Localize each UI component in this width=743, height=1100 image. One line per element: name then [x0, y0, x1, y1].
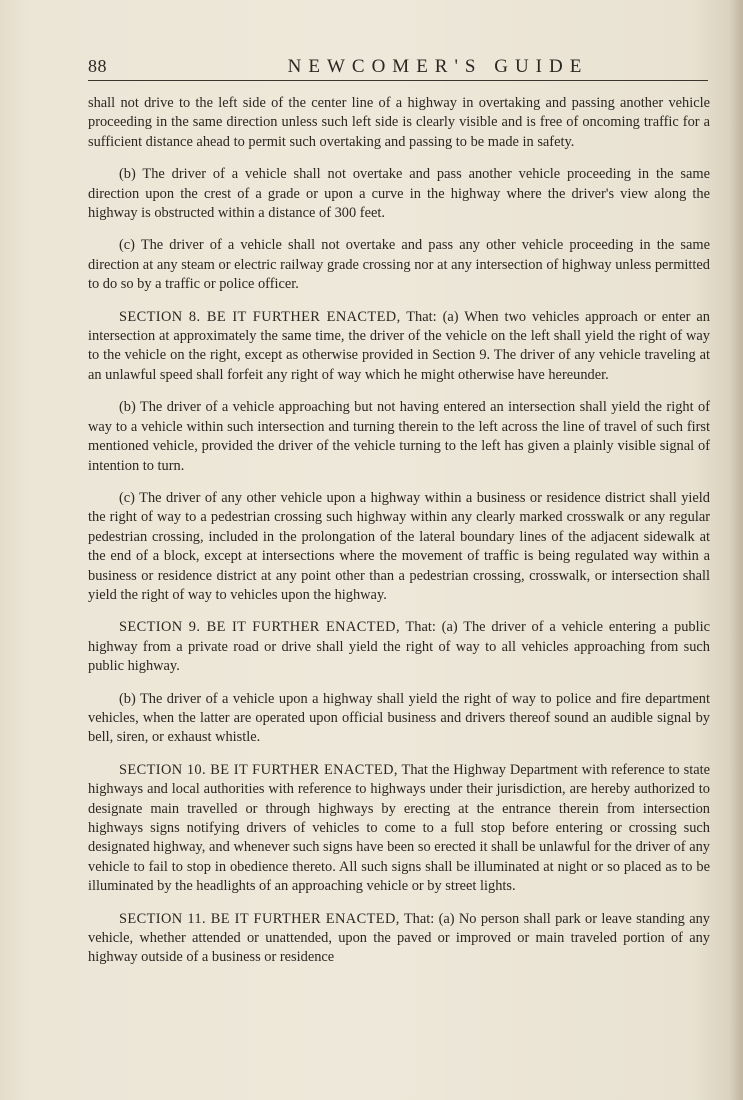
section-paragraph	[88, 761, 710, 897]
paragraph-text: (c) The driver of any other vehicle upon a highway within a business or residence district shall yield the right of way to a pedestrian crossing such highway within any clearly marked crosswalk or any regular pedestrian crossing, included in the prolongation of the lateral boundary lines of the adjacent sidewalk at the end of a block, except at intersections where the movement of traffic is being regulated way within a business or residence district at any point other than a pedestrian crossing, crosswalk, or intersection shall yield the right of way to vehicles upon the highway.	[88, 489, 710, 603]
page-header	[88, 56, 708, 80]
paragraph-text: shall not drive to the left side of the center line of a highway in overtaking and passing another vehicle proceeding in the same direction unless such left side is clearly visible and is free of oncoming traffic for a sufficient distance ahead to permit such overtaking and passing to be made in safety.	[88, 95, 710, 150]
paragraph	[88, 690, 710, 748]
section-heading: SECTION 8. BE IT FURTHER ENACTED,	[119, 308, 401, 325]
header-rule	[88, 80, 708, 81]
section-heading: SECTION 9. BE IT FURTHER ENACTED,	[119, 619, 400, 636]
page-edge-shadow	[729, 0, 743, 1100]
paragraph	[88, 398, 710, 476]
paragraph-text: That: (a) No person shall park or leave standing any vehicle, whether attended or unattended, upon the paved or improved or main traveled portion of any highway outside of a business or residence	[88, 910, 710, 966]
section-paragraph	[88, 308, 710, 386]
page-number: 88	[88, 56, 107, 76]
running-title: NEWCOMER'S GUIDE	[287, 56, 589, 77]
paragraph-text: (b) The driver of a vehicle upon a highway shall yield the right of way to police and fire department vehicles, when the latter are operated upon official business and drivers thereof sound an audible signal by bell, siren, or exhaust whistle.	[88, 690, 710, 746]
paragraph	[88, 489, 710, 605]
paragraph-text: (b) The driver of a vehicle approaching but not having entered an intersection shall yield the right of way to a vehicle within such intersection and turning therein to the left across the line of travel of such first mentioned vehicle, provided the driver of the vehicle turning to the left has given a plainly visible signal of intention to turn.	[88, 399, 710, 474]
paragraph-text: (c) The driver of a vehicle shall not overtake and pass any other vehicle proceeding in the same direction at any steam or electric railway grade crossing nor at any intersection of highway unless permitted to do so by a traffic or police officer.	[88, 237, 710, 293]
paragraph-text: That: (a) When two vehicles approach or enter an intersection at approximately the same time, the driver of the vehicle on the left shall yield the right of way to the vehicle on the right, except as otherwise provided in Section 9. The driver of any vehicle traveling at an unlawful speed shall forfeit any right of way which he might otherwise have hereunder.	[88, 308, 710, 383]
body-text	[88, 94, 710, 981]
paragraph	[88, 236, 710, 294]
section-heading: SECTION 10. BE IT FURTHER ENACTED,	[119, 761, 398, 778]
paragraph-text: That the Highway Department with reference to state highways and local authorities with reference to highways under their jurisdiction, are hereby authorized to designate main travelled or through highways by erecting at the entrance therein from intersection highways signs notifying drivers of vehicles to come to a full stop before entering or crossing such designated highway, and whenever such signs have been so erected it shall be unlawful for the driver of any vehicle to fail to stop in obedience thereto. All such signs shall be illuminated at night or so placed as to be illuminated by the headlights of an approaching vehicle or by street lights.	[88, 761, 710, 895]
paragraph	[88, 165, 710, 223]
paragraph-text: (b) The driver of a vehicle shall not overtake and pass another vehicle proceeding in the same direction upon the crest of a grade or upon a curve in the highway where the driver's view along the highway is obstructed within a distance of 300 feet.	[88, 166, 710, 222]
section-paragraph	[88, 910, 710, 968]
paragraph	[88, 94, 710, 152]
section-paragraph	[88, 618, 710, 676]
paragraph-text: That: (a) The driver of a vehicle entering a public highway from a private road or drive shall yield the right of way to all vehicles approaching from such public highway.	[88, 619, 710, 675]
section-heading: SECTION 11. BE IT FURTHER ENACTED,	[119, 910, 400, 927]
